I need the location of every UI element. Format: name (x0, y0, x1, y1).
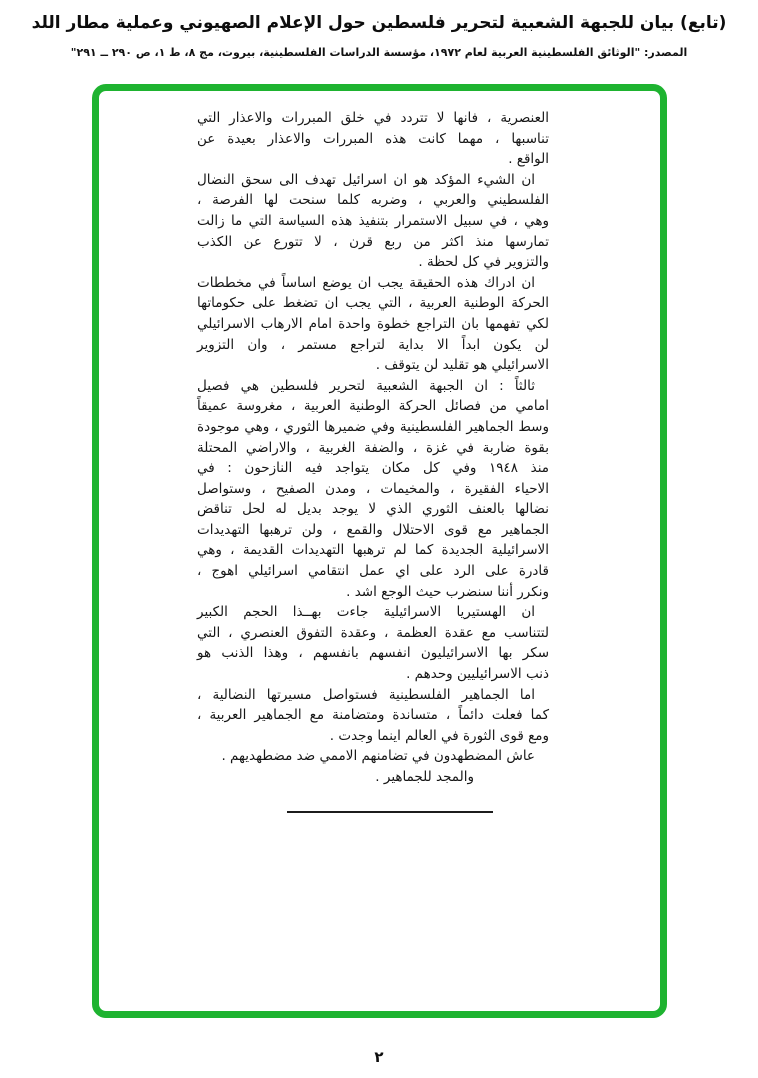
text-line: ان الشيء المؤكد هو ان اسرائيل تهدف الى سحق النضال (197, 171, 535, 188)
text-line: لكي تفهمها بان التراجع خطوة واحدة امام الارهاب الاسرائيلي (197, 315, 549, 332)
text-line: تمارسها منذ اكثر من ربع قرن ، لا تتورع عن الكذب (197, 233, 549, 250)
text-line: بقوة ضاربة في غزة ، والضفة الغربية ، والاراضي المحتلة (197, 439, 549, 456)
text-line: كما فعلت دائماً ، متساندة ومتضامنة مع الجماهير العربية ، (197, 707, 549, 724)
page-title: (تابع) بيان للجبهة الشعبية لتحرير فلسطين حول الإعلام الصهيوني وعملية مطار اللد (31, 13, 727, 33)
text-line: لتتناسب مع عقدة العظمة ، وعقدة التفوق العنصري ، التي (197, 624, 549, 641)
page-number: ٢ (374, 1048, 384, 1066)
text-line: الاسرائيلية الجديدة كما لم ترهبها التهديدات القديمة ، وهي (197, 542, 549, 559)
text-line: العنصرية ، فانها لا تتردد في خلق المبررات والاعذار التي (197, 110, 549, 126)
text-line: ثالثاً : ان الجبهة الشعبية لتحرير فلسطين هي فصيل (197, 377, 535, 394)
text-line: وهي ، في سبيل الاستمرار بتنفيذ هذه السياسة التي ما زالت (197, 212, 549, 229)
source-citation: المصدر: "الوثائق الفلسطينية العربية لعام ١٩٧٢، مؤسسة الدراسات الفلسطينية، بيروت، مج ٨، ط ١، ص ٢٩٠ ــ ٢٩١" (70, 46, 688, 59)
text-line: تناسبها ، مهما كانت هذه المبررات والاعذار بعيدة عن (197, 130, 549, 147)
text-line: الحركة الوطنية العربية ، التي يجب ان تضغط على حكوماتها (197, 295, 549, 312)
text-line: الاحياء الفقيرة ، والمخيمات ، ومدن الصفيح ، وستواصل (197, 480, 549, 497)
text-line: والتزوير في كل لحظة . (418, 254, 549, 271)
text-line: وسط الجماهير الفلسطينية وفي ضميرها الثوري ، وهي موجودة (197, 418, 549, 435)
text-line: قادرة على الرد على اي عمل انتقامي اسرائيلي اهوج ، (197, 563, 549, 580)
text-line: سكر بها الاسرائيليون انفسهم بانفسهم ، وهذا الذنب هو (197, 645, 549, 662)
text-line: الاسرائيلي هو تقليد لن يتوقف . (375, 357, 549, 374)
text-line: الواقع . (508, 151, 549, 168)
text-line: عاش المضطهدون في تضامنهم الاممي ضد مضطهديهم . (221, 748, 535, 765)
end-rule (287, 811, 493, 813)
text-line: الجماهير مع قوى الاحتلال والقمع ، ولن ترهبها التهديدات (197, 521, 549, 538)
text-line: الفلسطيني والعربي ، وضربه كلما سنحت لها الفرصة ، (197, 192, 549, 209)
text-line: لن يكون ابداً الا بداية لتراجع مستمر ، وان التزوير (197, 336, 549, 353)
text-line: امامي من فصائل الحركة الوطنية العربية ، مغروسة عميقاً (197, 398, 549, 415)
text-line: ان ادراك هذه الحقيقة يجب ان يوضع اساساً في مخططات (197, 274, 535, 291)
text-line: ان الهستيريا الاسرائيلية جاءت بهــذا الحجم الكبير (197, 604, 535, 621)
text-line: ذنب الاسرائيليين وحدهم . (406, 666, 549, 683)
text-line: اما الجماهير الفلسطينية فستواصل مسيرتها النضالية ، (197, 686, 535, 703)
text-line: ومع قوى الثورة في العالم اينما وجدت . (329, 727, 549, 744)
text-line: نضالها بالعنف الثوري الذي لا يوجد بديل له لحل تناقض (197, 501, 549, 518)
text-line: منذ ١٩٤٨ وفي كل مكان يتواجد فيه النازحون : في (197, 460, 549, 477)
text-line: ونكرر أننا سنضرب حيث الوجع اشد . (346, 583, 549, 600)
text-line: والمجد للجماهير . (375, 769, 474, 785)
document-body (197, 108, 549, 788)
green-frame (92, 84, 667, 1018)
